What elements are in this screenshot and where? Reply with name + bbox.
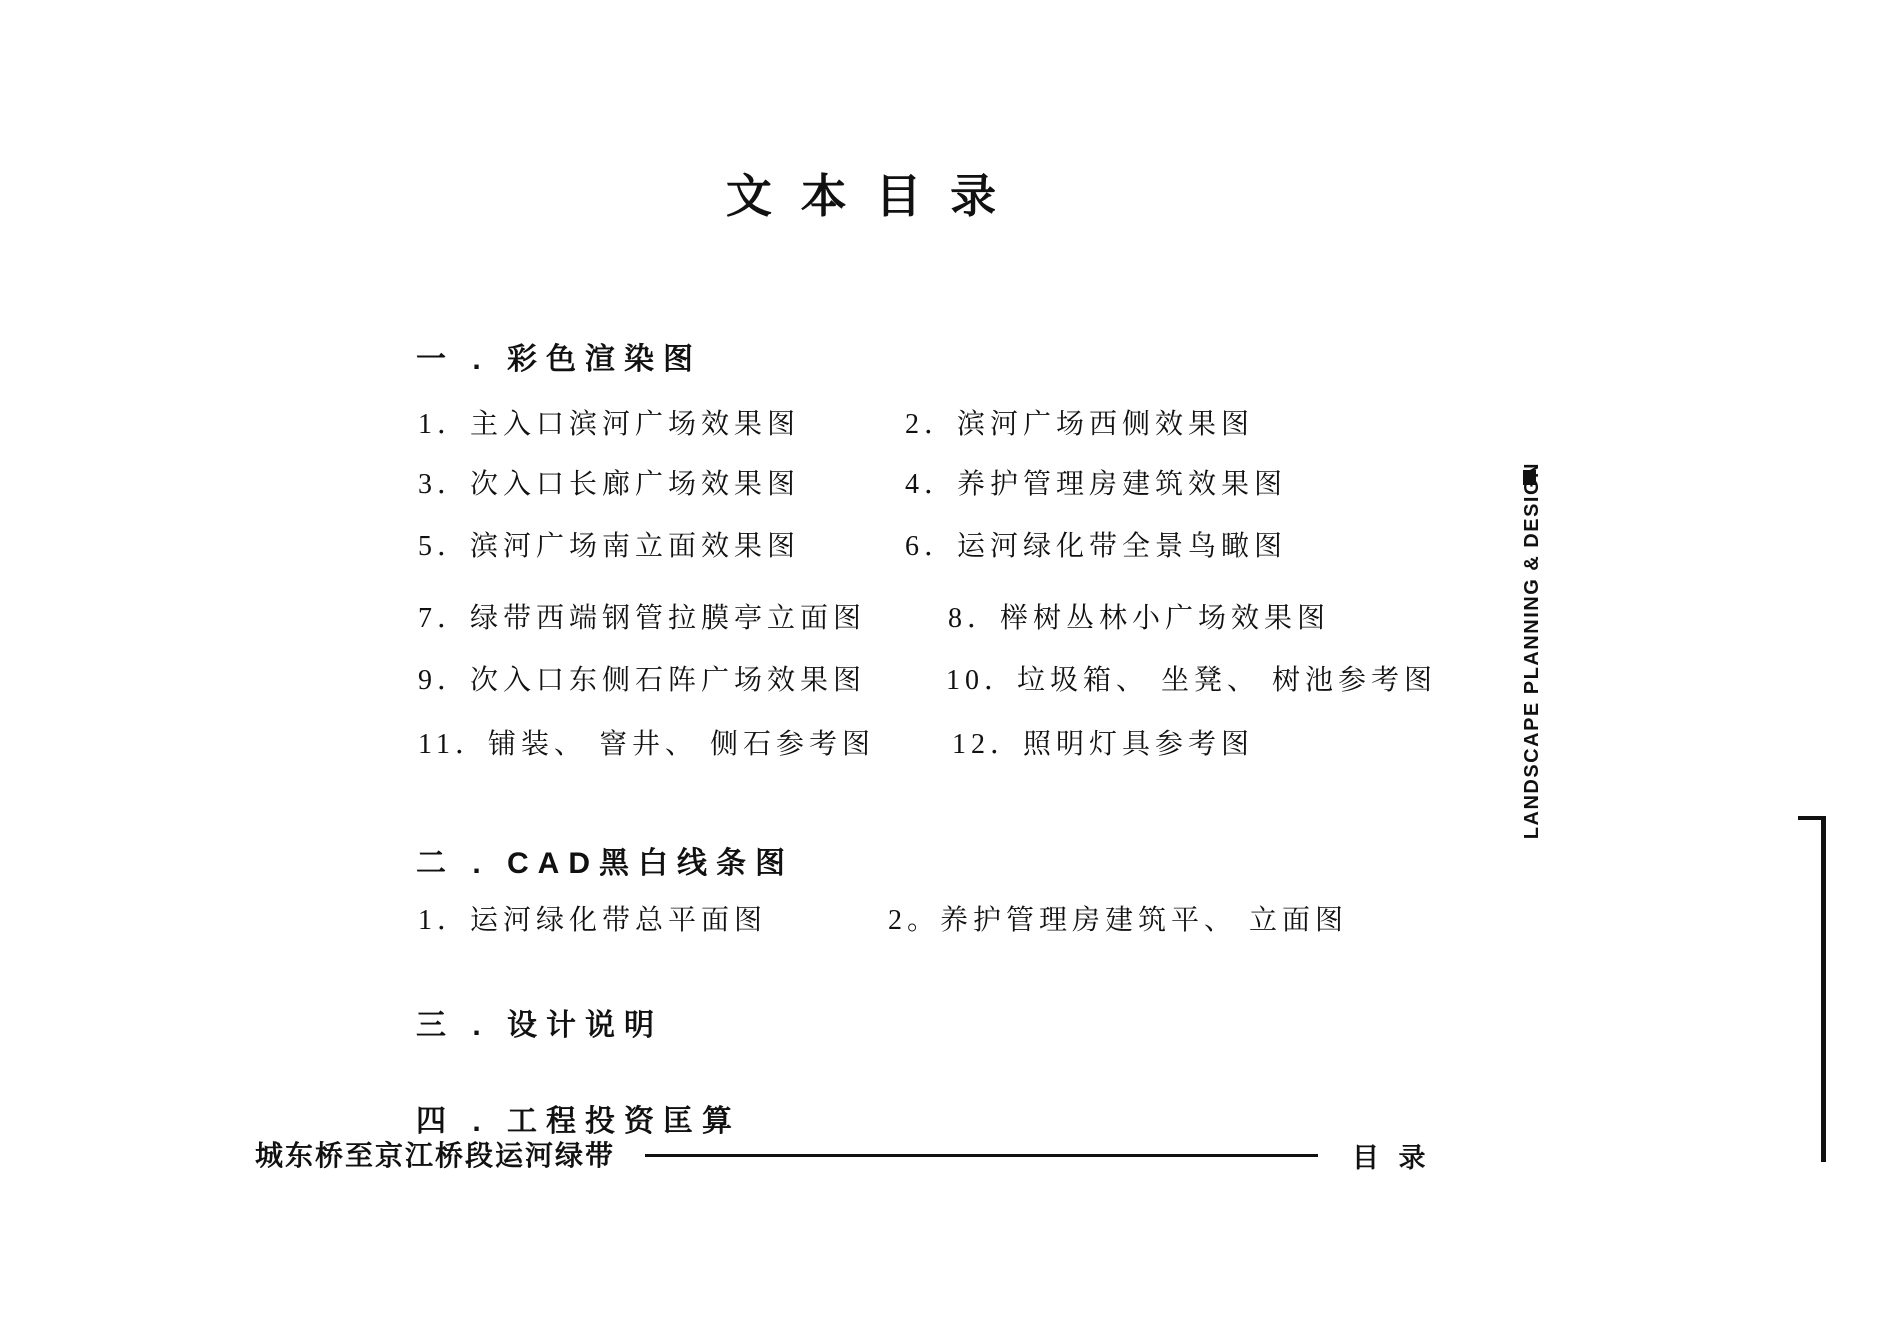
- toc-item-9: 9．次入口东侧石阵广场效果图: [418, 665, 867, 696]
- toc-row: [418, 898, 1518, 934]
- section-heading-cad-drawings: 二 . CAD黑白线条图: [416, 847, 794, 880]
- toc-item-2: 2．滨河广场西侧效果图: [905, 409, 1255, 440]
- side-label-box: [1505, 462, 1559, 840]
- toc-row: [418, 722, 1518, 758]
- toc-row: [418, 524, 1518, 560]
- page-title: 文 本 目 录: [725, 170, 1005, 222]
- section-heading-design-notes: 三 . 设计说明: [416, 1009, 664, 1042]
- toc-row: [418, 462, 1518, 498]
- toc-item-3: 3．次入口长廊广场效果图: [418, 469, 801, 500]
- toc-item-8: 8．榉树丛林小广场效果图: [948, 603, 1331, 634]
- footer-rule-line: [645, 1154, 1318, 1157]
- section-heading-color-renderings: 一 . 彩色渲染图: [416, 343, 703, 376]
- footer-project-name: 城东桥至京江桥段运河绿带: [255, 1140, 616, 1171]
- toc-item-10: 10．垃圾箱、 坐凳、 树池参考图: [946, 665, 1438, 696]
- toc-row: [418, 402, 1518, 438]
- toc-item-cad-1: 1．运河绿化带总平面图: [418, 905, 768, 936]
- section-heading-investment-estimate: 四 . 工程投资匡算: [416, 1105, 742, 1138]
- corner-bracket-rule: [1798, 816, 1826, 1162]
- toc-row: [418, 596, 1518, 632]
- footer-page-label: 目 录: [1352, 1143, 1432, 1173]
- toc-item-12: 12．照明灯具参考图: [952, 729, 1255, 760]
- toc-item-cad-2: 2。养护管理房建筑平、 立面图: [888, 905, 1349, 936]
- toc-item-7: 7．绿带西端钢管拉膜亭立面图: [418, 603, 867, 634]
- toc-item-6: 6．运河绿化带全景鸟瞰图: [905, 531, 1288, 562]
- toc-item-1: 1．主入口滨河广场效果图: [418, 409, 801, 440]
- toc-item-5: 5．滨河广场南立面效果图: [418, 531, 801, 562]
- toc-row: [418, 658, 1518, 694]
- side-vertical-label: LANDSCAPE PLANNING & DESIGN: [1520, 462, 1543, 840]
- toc-item-11: 11．铺装、 窨井、 侧石参考图: [418, 729, 875, 760]
- toc-item-4: 4．养护管理房建筑效果图: [905, 469, 1288, 500]
